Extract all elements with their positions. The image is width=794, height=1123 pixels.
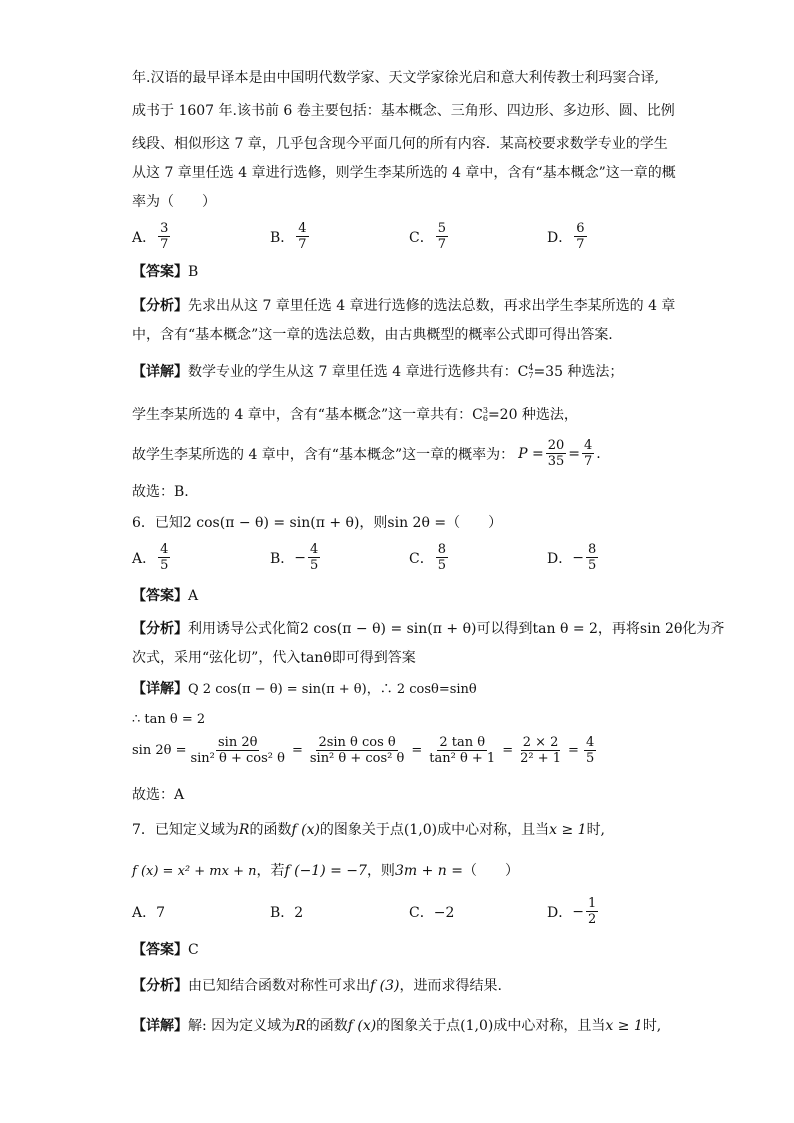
q5-stem-line-2: 成书于 1607 年.该书前 6 卷主要包括：基本概念、三角形、四边形、多边形、圆、比例 <box>132 103 675 119</box>
q5-detail-3: 故学生李某所选的 4 章中，含有“基本概念”这一章的概率为： P = $\frac{20}{35}$ = $\frac{4}{7}$ . <box>132 438 601 469</box>
q5-stem-line-1: 年.汉语的最早译本是由中国明代数学家、天文学家徐光启和意大利传教士利玛窦合译, <box>132 70 659 86</box>
q7-option-a: A．7 <box>132 905 166 921</box>
combination-c63: C 3 6 <box>472 406 488 423</box>
q7-stem-line-2: f (x) = x² + mx + n，若f (−1) = −7，则3m + n =（ ） <box>132 863 519 879</box>
q5-option-a-num: 3 <box>160 221 169 236</box>
q6-analysis-line-2: 次式，采用“弦化切”，代入tanθ即可得到答案 <box>132 650 416 666</box>
q7-option-c: C．−2 <box>409 905 455 921</box>
q6-answer: 【答案】A <box>132 588 199 604</box>
q5-stem-line-4: 从这 7 章里任选 4 章进行选修，则学生李某所选的 4 章中，含有“基本概念”这一章的概 <box>132 165 676 181</box>
q5-stem-line-3: 线段、相似形这 7 章，几乎包含现今平面几何的所有内容．某高校要求数学专业的学生 <box>132 136 668 152</box>
q6-analysis: 【分析】利用诱导公式化简2 cos(π − θ) = sin(π + θ)可以得到tan θ = 2，再将sin 2θ化为齐 <box>132 621 725 637</box>
q6-conclusion: 故选：A <box>132 787 185 803</box>
q6-option-d: D． − $\frac{8}{5}$ <box>547 542 597 573</box>
probability-label: P = <box>518 445 544 462</box>
q5-stem-line-5: 率为（ ） <box>132 194 216 210</box>
q5-answer: 【答案】B <box>132 264 199 280</box>
q7-option-b: B．2 <box>270 905 304 921</box>
q7-detail: 【详解】解: 因为定义域为R的函数f (x)的图象关于点(1,0)成中心对称，且当x ≥ 1时, <box>132 1018 662 1034</box>
q5-option-b: B． $\frac{4}{7}$ <box>270 221 307 252</box>
q5-option-a: A． $\frac{3}{7}$ <box>132 221 169 252</box>
q5-detail-1: 【详解】数学专业的学生从这 7 章里任选 4 章进行选修共有：C 4 7 =35 种选法； <box>132 363 624 380</box>
q6-option-c: C． $\frac{8}{5}$ <box>409 542 446 573</box>
q5-conclusion: 故选：B. <box>132 484 189 500</box>
q6-detail-1: 【详解】Q 2 cos(π − θ) = sin(π + θ)，∴ 2 cosθ=sinθ <box>132 681 477 697</box>
q5-analysis: 【分析】先求出从这 7 章里任选 4 章进行选修的选法总数，再求出学生李某所选的 4 章 <box>132 298 676 314</box>
detail-tag: 【详解】 <box>132 364 188 380</box>
q7-analysis: 【分析】由已知结合函数对称性可求出f (3)，进而求得结果. <box>132 978 502 994</box>
q5-analysis-line-2: 中，含有“基本概念”这一章的选法总数，由古典概型的概率公式即可得出答案. <box>132 327 613 343</box>
q7-stem-line-1: 7．已知定义域为R的函数f (x)的图象关于点(1,0)成中心对称，且当x ≥ 1时, <box>132 822 606 838</box>
analysis-tag: 【分析】 <box>132 298 188 314</box>
q5-option-c: C． $\frac{5}{7}$ <box>409 221 446 252</box>
q5-detail-2: 学生李某所选的 4 章中，含有“基本概念”这一章共有：C 3 6 =20 种选法， <box>132 406 578 423</box>
q5-option-d: D． $\frac{6}{7}$ <box>547 221 585 252</box>
q6-detail-2: ∴ tan θ = 2 <box>132 712 206 727</box>
combination-c74: C 4 7 <box>517 363 534 380</box>
q6-option-a: A． $\frac{4}{5}$ <box>132 542 169 573</box>
q7-option-d: D． − $\frac{1}{2}$ <box>547 896 597 927</box>
q7-answer: 【答案】C <box>132 942 199 958</box>
q6-option-b: B． − $\frac{4}{5}$ <box>270 542 319 573</box>
answer-tag: 【答案】 <box>132 264 188 280</box>
q5-option-a-den: 7 <box>160 237 169 252</box>
q6-stem: 6．已知2 cos(π − θ) = sin(π + θ)，则sin 2θ =（ ） <box>132 515 503 531</box>
q6-equation-chain: sin 2θ = $\frac{\sin 2\theta}{\text{sin² θ + cos² θ}}$ = $\frac{\text{2sin θ cos θ}}{\text{sin² θ + cos² θ}}$ = $\frac{\text{2 tan θ}}{\text{tan² θ + 1}}$ = $\frac{2 \times 2}{\text{2² + 1}}$ = $\frac{4}{5}$ <box>132 735 595 766</box>
